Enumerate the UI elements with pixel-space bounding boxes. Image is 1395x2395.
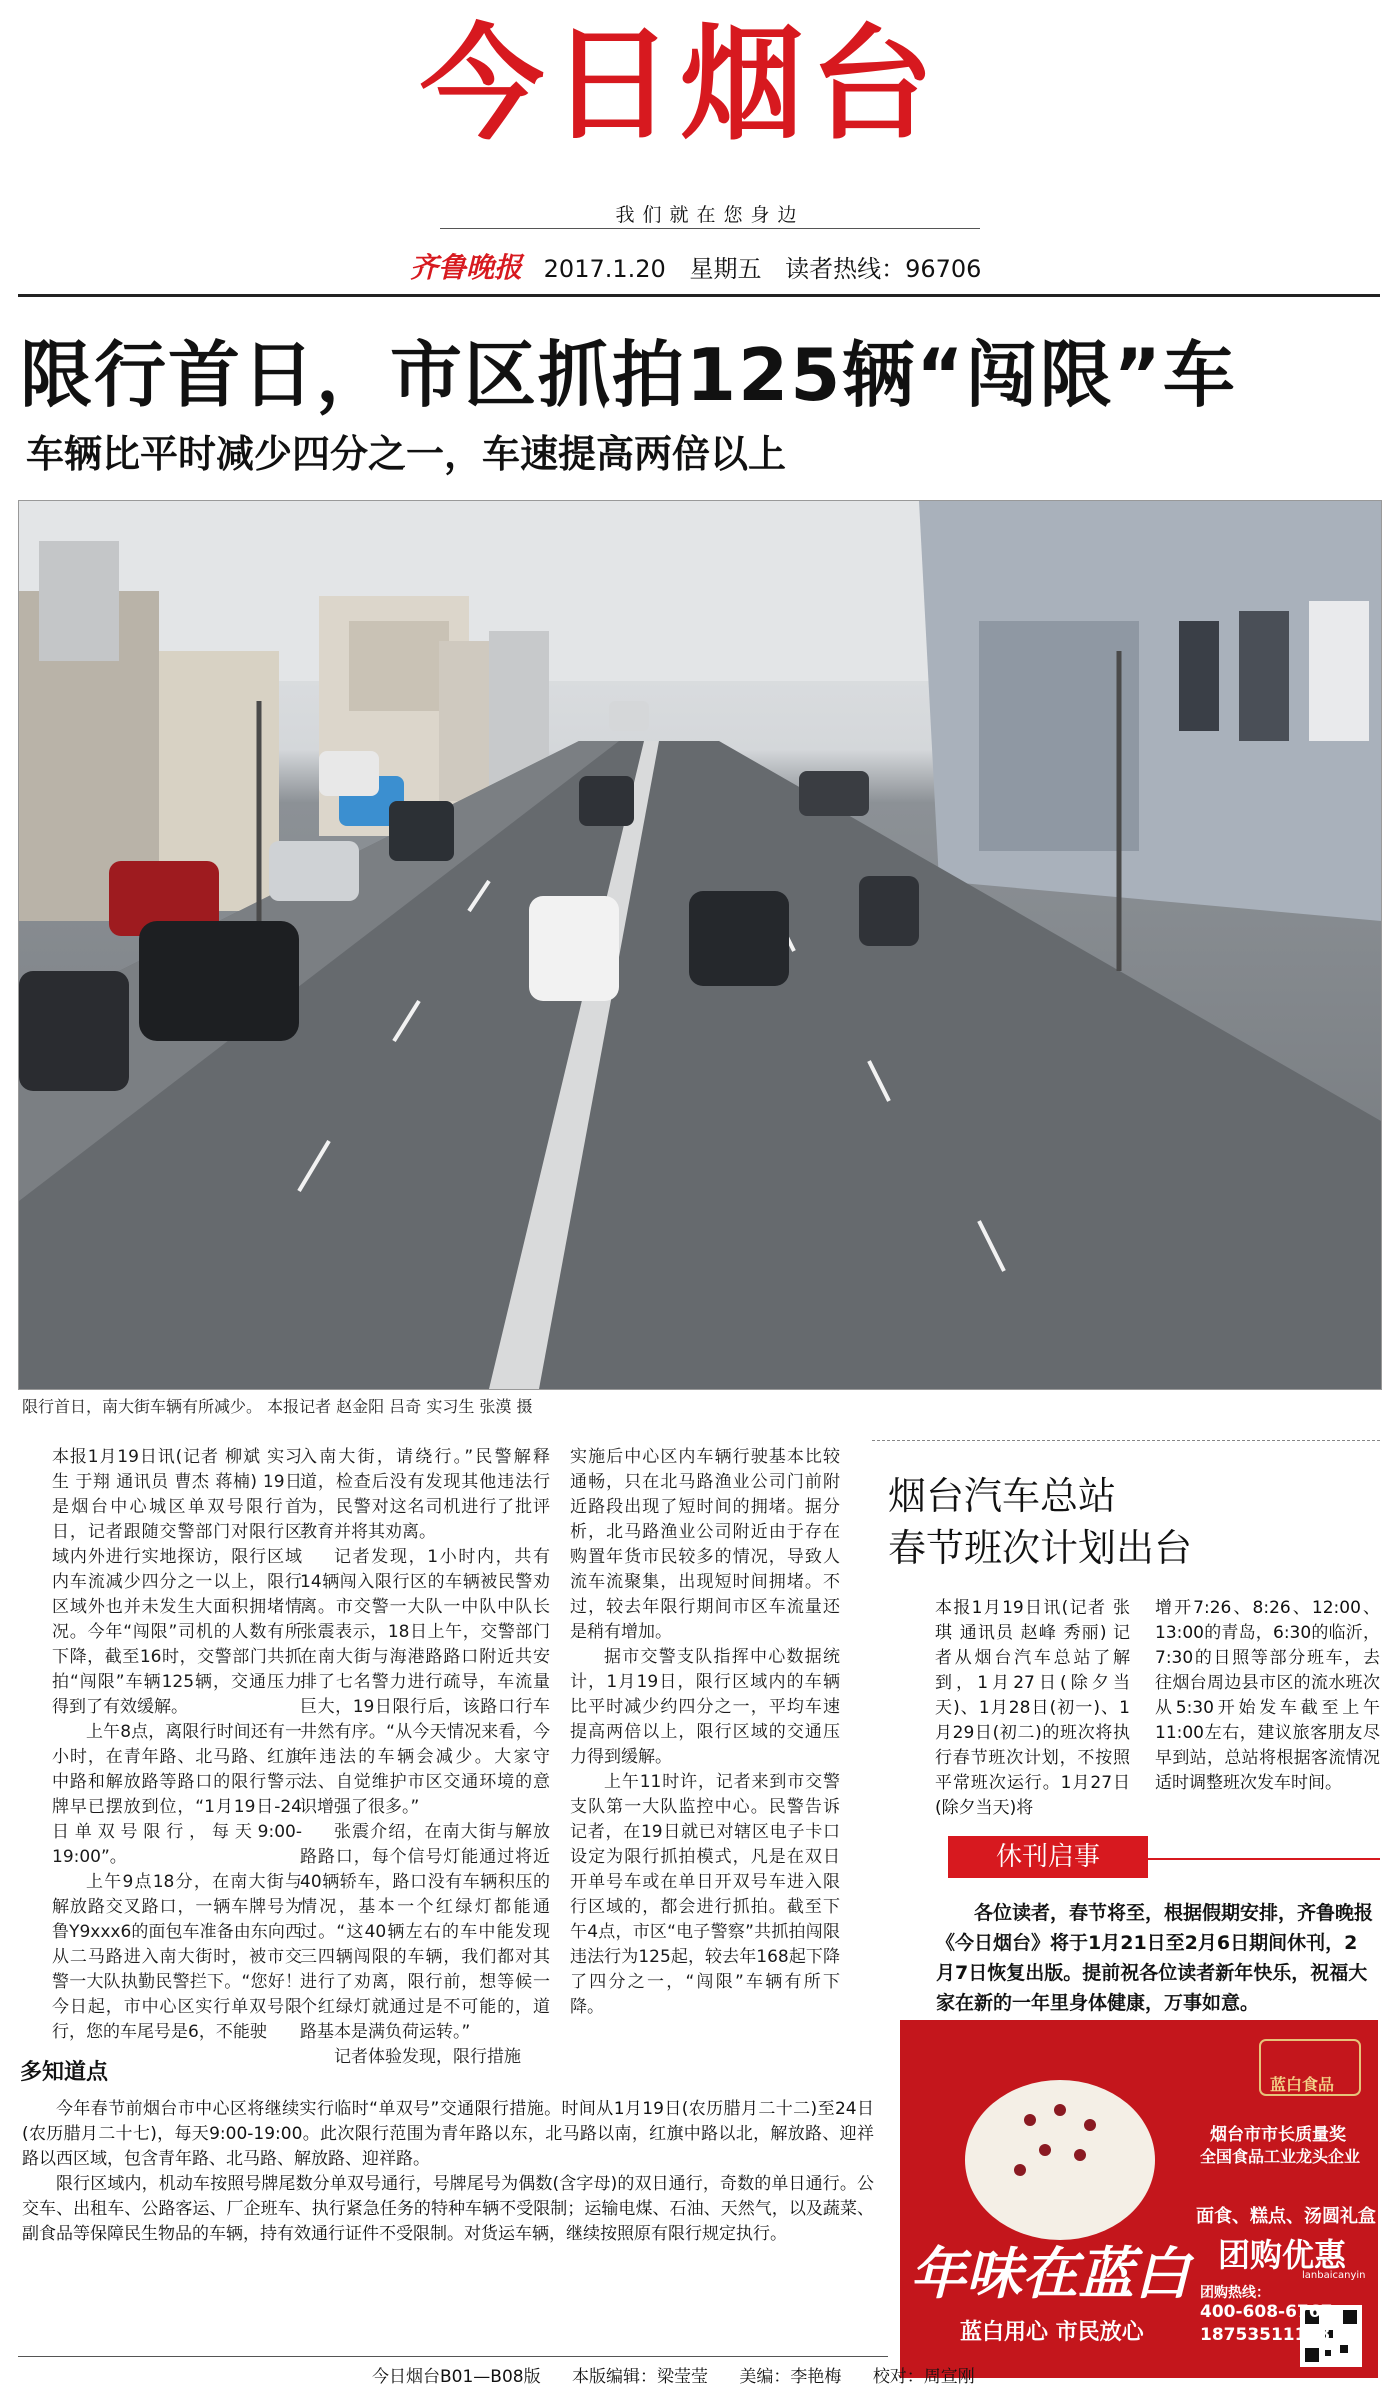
side-article-title [888, 1470, 1192, 1574]
side-article-rule [872, 1440, 1380, 1442]
slogan: 我们就在您身边 [615, 204, 805, 226]
ad-phone-2: 18753511168 [1200, 2325, 1331, 2345]
ad-slogan: 年味在蓝白 [910, 2241, 1190, 2307]
article-column-1 [52, 1445, 302, 2045]
article-column-3 [570, 1445, 840, 2020]
top-rule [18, 294, 1380, 297]
know-more-paragraph: 今年春节前烟台市中心区将继续实行临时“单双号”交通限行措施。时间从1月19日(农历腊月二十二)至24日(农历腊月二十七)，每天9:00-19:00。此次限行范围为青年路以东，北马路以南，红旗中路以北，解放路、迎祥路以西区域，包含青年路、北马路、解放路、迎祥路。 [22, 2099, 874, 2169]
ad-award-2: 全国食品工业龙头企业 [1200, 2147, 1361, 2166]
footer-art: 美编：李艳梅 [739, 2367, 842, 2387]
side-title-line1: 烟台汽车总站 [888, 1474, 1117, 1518]
photo-caption: 限行首日，南大街车辆有所减少。 本报记者 赵金阳 吕奇 实习生 张漠 摄 [22, 1397, 533, 1416]
footer-proof: 校对：周宣刚 [872, 2367, 975, 2387]
article-paragraph: 实施后中心区内车辆行驶基本比较通畅，只在北马路渔业公司门前附近路段出现了短时间的拥堵。据分析，北马路渔业公司附近由于存在购置年货市民较多的情况，导致人流车流聚集，出现短时间拥堵。不过，较去年限行期间市区车流量还是稍有增加。 [570, 1447, 840, 1642]
subheadline: 车辆比平时减少四分之一，车速提高两倍以上 [26, 432, 787, 476]
article-paragraph: 据市交警支队指挥中心数据统计，1月19日，限行区域内的车辆比平时减少约四分之一，平均车速提高两倍以上，限行区域的交通压力得到缓解。 [570, 1647, 840, 1767]
ad-motto: 蓝白用心 市民放心 [960, 2320, 1144, 2345]
side-title-line2: 春节班次计划出台 [888, 1526, 1193, 1570]
info-bar [410, 246, 997, 286]
side-article-column-1: 本报1月19日讯(记者 张琪 通讯员 赵峰 秀丽) 记者从烟台汽车总站了解到，1月27日(除夕当天)、1月28日(初一)、1月29日(初二)的班次将执行春节班次计划，不按照平常班次运行。1月27日(除夕当天)将 [935, 1598, 1130, 1818]
issue-date: 2017.1.20 [543, 255, 666, 283]
notice-title: 休刊启事 [948, 1836, 1148, 1878]
ad-award-1: 烟台市市长质量奖 [1210, 2125, 1346, 2145]
news-photo [18, 500, 1382, 1390]
article-paragraph: 记者体验发现，限行措施 [334, 2047, 521, 2067]
ad-products: 面食、糕点、汤圆礼盒 [1196, 2206, 1376, 2227]
footer-editor: 本版编辑：梁莹莹 [572, 2367, 708, 2387]
headline: 限行首日，市区抓拍125辆“闯限”车 [20, 333, 1237, 417]
know-more-paragraph: 限行区域内，机动车按照号牌尾数分单双号通行，号牌尾号为偶数(含字母)的双日通行，奇数的单日通行。公交车、出租车、公路客运、厂企班车、执行紧急任务的特种车辆不受限制；运输电煤、石油、天然气，以及蔬菜、副食品等保障民生物品的车辆，持有效通行证件不受限制。对货运车辆，继续按照原有限行规定执行。 [22, 2174, 874, 2244]
reader-hotline: 读者热线：96706 [785, 255, 982, 283]
brand-logo: 齐鲁晚报 [410, 251, 523, 284]
street-scene-illustration [19, 501, 1381, 1389]
advertisement[interactable] [900, 2020, 1378, 2378]
article-paragraph: 上午8点，离限行时间还有一小时，在青年路、北马路、红旗中路和解放路等路口的限行警示牌早已摆放到位，“1月19日-24日单双号限行，每天9:00-19:00”。 [52, 1722, 302, 1867]
know-more-title: 多知道点 [20, 2060, 109, 2085]
side-article-column-2: 增开7:26、8:26、12:00、13:00的青岛，6:30的临沂，7:30的日照等部分班车，去往烟台周边县市区的流水班次从5:30开始发车截至上午11:00左右，建议旅客朋友尽早到站，总站将根据客流情况适时调整班次发车时间。 [1155, 1598, 1380, 1793]
ad-brand: 蓝白食品 [1270, 2075, 1335, 2094]
article-paragraph: 上午11时许，记者来到市交警支队第一大队监控中心。民警告诉记者，在19日就已对辖区电子卡口设定为限行抓拍模式，凡是在双日开单号车或在单日开双号车进入限行区域的，都会进行抓拍。截至下午4点，市区“电子警察”共抓拍闯限违法行为125起，较去年168起下降了四分之一，“闯限”车辆有所下降。 [570, 1772, 840, 2017]
notice-rule [1148, 1858, 1380, 1860]
ad-phone-1: 400-608-6767 [1200, 2302, 1333, 2322]
notice-body: 各位读者，春节将至，根据假期安排，齐鲁晚报《今日烟台》将于1月21日至2月6日期间休刊，2月7日恢复出版。提前祝各位读者新年快乐，祝福大家在新的一年里身体健康，万事如意。 [936, 1902, 1374, 2014]
know-more-body [22, 2097, 874, 2247]
masthead-title: 今日烟台 [419, 13, 940, 157]
footer-rule [18, 2356, 888, 2357]
ad-group-buy: 团购优惠 [1218, 2236, 1347, 2274]
slogan-divider [440, 228, 980, 229]
issue-weekday: 星期五 [689, 255, 762, 283]
article-paragraph: 本报1月19日讯(记者 柳斌 实习生 于翔 通讯员 曹杰 蒋楠) 19日是烟台中心城区单双号限行首日，记者跟随交警部门对限行区域内外进行实地探访，限行区域内车流减少四分之一以上，限行区域外也并未发生大面积拥堵情况。今年“闯限”司机的人数有所下降，截至16时，交警部门共抓拍“闯限”车辆125辆，交通压力得到了有效缓解。 [52, 1447, 302, 1717]
article-paragraph: 入南大街，请绕行。”民警解释道，检查后没有发现其他违法行为，民警对这名司机进行了批评教育并将其劝离。 [300, 1447, 550, 1542]
article-paragraph: 张震介绍，在南大街与解放路路口，每个信号灯能通过将近40辆轿车，路口没有车辆积压的情况，基本一个红绿灯都能通过。“这40辆左右的车中能发现三四辆闯限的车辆，我们都对其进行了劝离，限行前，想等候一个红绿灯就通过是不可能的，道路基本是满负荷运转。” [300, 1822, 550, 2042]
article-column-2 [300, 1445, 550, 2070]
ad-hotline-label: 团购热线： [1200, 2285, 1270, 2301]
footer [372, 2362, 1001, 2387]
ad-site: lanbaicanyin [1302, 2270, 1366, 2281]
footer-pages: 今日烟台B01—B08版 [372, 2367, 541, 2387]
article-paragraph: 记者发现，1小时内，共有14辆闯入限行区的车辆被民警劝离。市交警一大队一中队中队长张震表示，18日上午，交警部门在南大街与海港路路口附近共安排了七名警力进行疏导，车流量巨大，19日限行后，该路口行车井然有序。“从今天情况来看，今年违法的车辆会减少。大家守法、自觉维护市区交通环境的意识增强了很多。” [300, 1547, 550, 1817]
article-paragraph: 上午9点18分，在南大街与解放路交叉路口，一辆车牌号为鲁Y9xxx6的面包车准备由东向西从二马路进入南大街时，被市交警一大队执勤民警拦下。“您好！今日起，市中心区实行单双号限行，您的车尾号是6，不能驶 [52, 1872, 302, 2042]
